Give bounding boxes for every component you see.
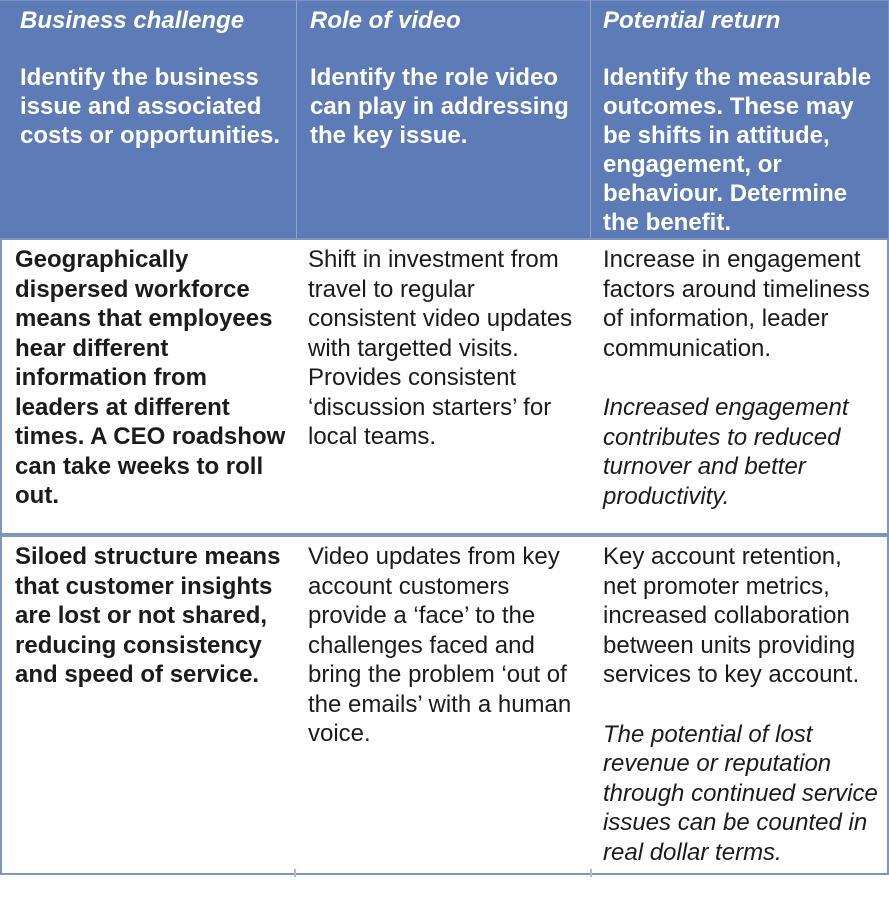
cell-role-row2: Video updates from key account customers provide a ‘face’ to the challenges faced and bring the problem ‘out of the emails’ with a human voice. — [308, 543, 572, 747]
cell-return-row1 — [590, 240, 887, 533]
column-title-potential-return: Potential return — [603, 7, 781, 34]
table-row — [0, 535, 889, 875]
table-row — [0, 238, 889, 535]
cell-challenge-row1: Geographically dispersed workforce means that employees hear different information from leaders at different times. A CEO roadshow can take weeks to roll out. — [15, 246, 286, 509]
column-title-business-challenge: Business challenge — [20, 7, 245, 34]
column-title-role-of-video: Role of video — [310, 7, 461, 34]
cell-return-row1-main: Increase in engagement factors around timeliness of information, leader communication. — [603, 246, 870, 362]
header-cell-role-of-video — [296, 0, 590, 238]
cell-return-row2-main: Key account retention, net promoter metrics, increased collaboration between units providing services to key account. — [603, 543, 860, 688]
column-boundary-tick — [590, 869, 592, 877]
cell-challenge-row2: Siloed structure means that customer insights are lost or not shared, reducing consistency and speed of service. — [15, 543, 281, 688]
column-description-potential-return: Identify the measurable outcomes. These may be shifts in attitude, engagement, or behaviour. Determine the benefit. — [603, 64, 872, 236]
cell-return-row2 — [590, 537, 887, 873]
table-header-row — [0, 0, 889, 238]
cell-return-row1-note: Increased engagement contributes to reduced turnover and better productivity. — [603, 394, 849, 510]
cell-role-row1: Shift in investment from travel to regular consistent video updates with targetted visits. Provides consistent ‘discussion starters’ for local teams. — [308, 246, 573, 450]
cell-return-row2-note: The potential of lost revenue or reputation through continued service issues can be counted in real dollar terms. — [603, 720, 878, 866]
column-description-business-challenge: Identify the business issue and associated costs or opportunities. — [20, 64, 281, 149]
header-cell-business-challenge — [0, 0, 296, 238]
column-description-role-of-video: Identify the role video can play in addressing the key issue. — [310, 64, 569, 149]
header-cell-potential-return — [590, 0, 889, 238]
column-boundary-tick — [294, 869, 296, 877]
